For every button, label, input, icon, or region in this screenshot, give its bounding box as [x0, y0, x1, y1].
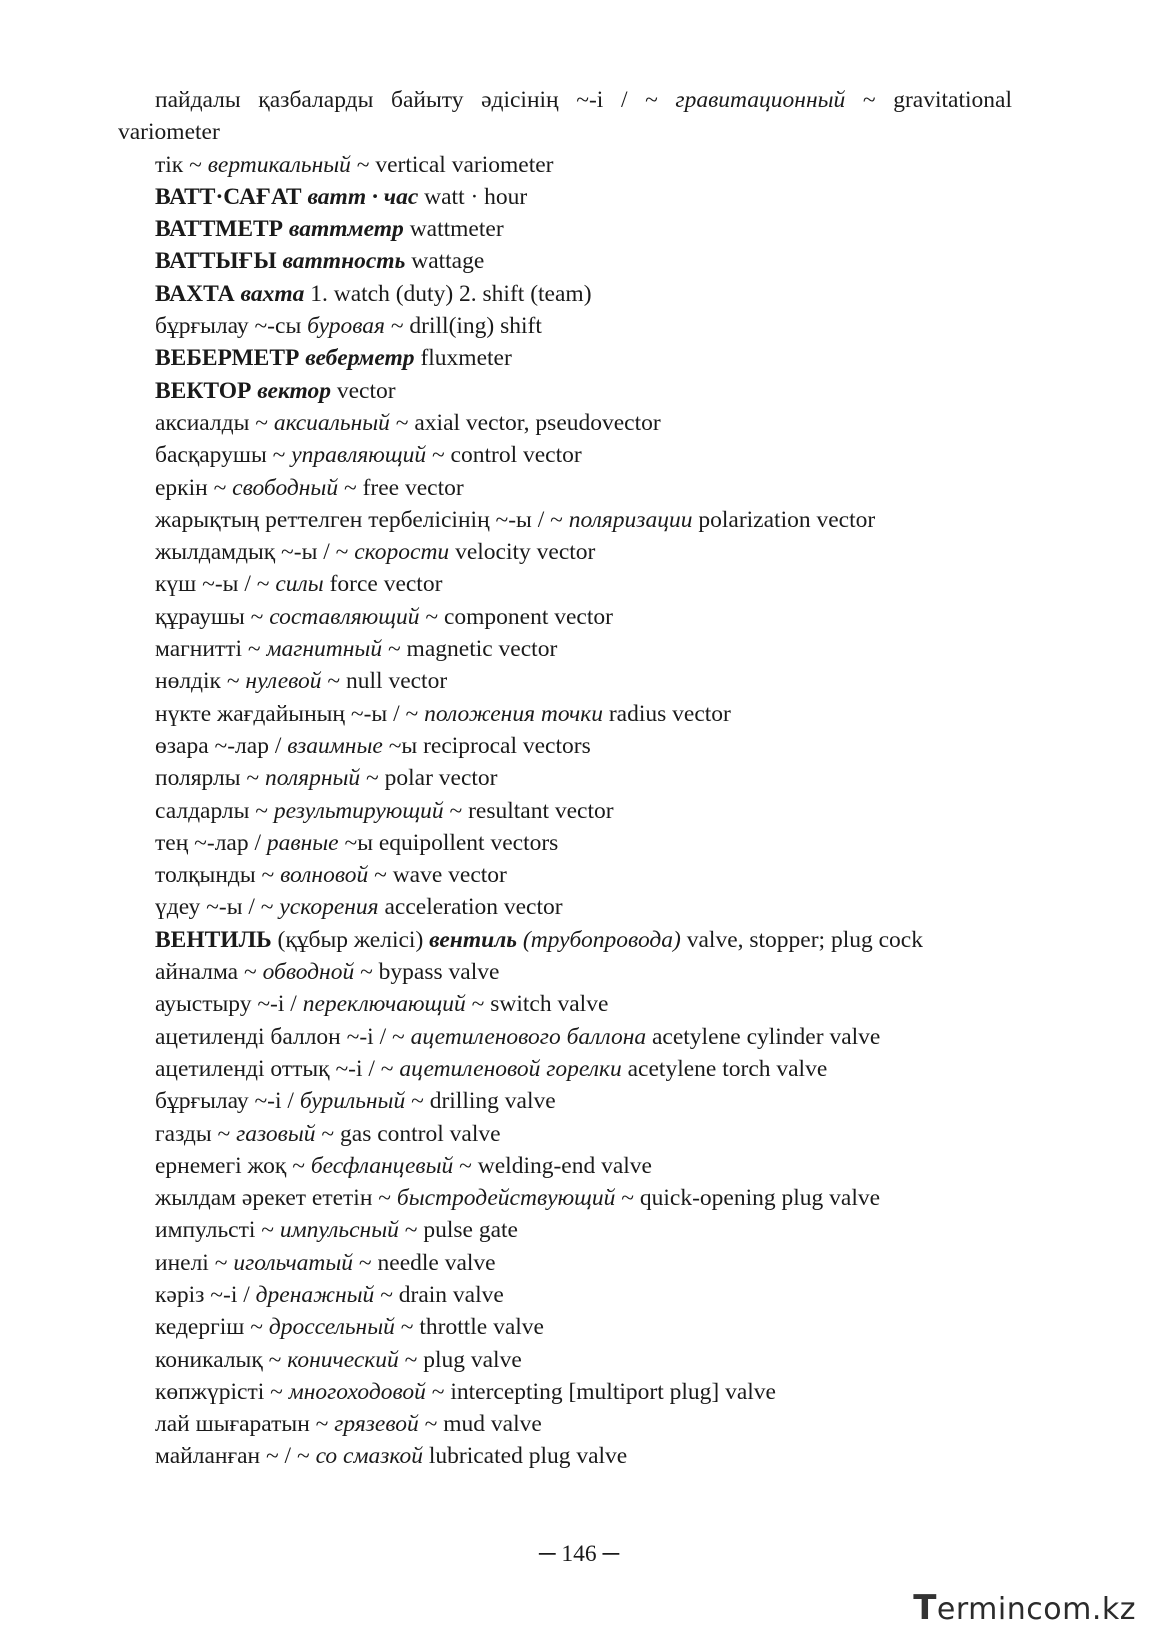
- entry-text: 1. watch (duty) 2. shift (team): [304, 280, 592, 307]
- headword: ВЕБЕРМЕТР: [155, 345, 300, 372]
- russian-term: дроссельный: [268, 1314, 395, 1341]
- watermark-letter-t: T: [913, 1588, 937, 1628]
- entry-text: кедергіш ~: [155, 1314, 269, 1341]
- entry-line: [118, 84, 1012, 149]
- russian-term: ускорения: [279, 894, 379, 921]
- dictionary-page-body: [118, 84, 1012, 1473]
- entry-line: [118, 698, 1012, 730]
- entry-line: [118, 568, 1012, 600]
- entry-line: [118, 536, 1012, 568]
- entry-text: еркін ~: [155, 474, 233, 501]
- entry-text: өзара ~-лар /: [155, 732, 288, 759]
- russian-term: равные: [266, 829, 339, 856]
- russian-term: результирующий: [273, 797, 444, 824]
- entry-text: vector: [330, 377, 396, 404]
- entry-text: ~ switch valve: [465, 991, 609, 1018]
- entry-text: ауыстыру ~-і /: [155, 991, 303, 1018]
- headword-russian: веберметр: [305, 345, 415, 372]
- entry-text: ~ control vector: [426, 442, 582, 469]
- russian-term: взаимные: [287, 732, 383, 759]
- headword: ВАХТА: [155, 280, 235, 307]
- entry-text: пайдалы қазбаларды байыту әдісінің ~-і / ~: [155, 87, 676, 113]
- entry-line: [118, 1279, 1012, 1311]
- entry-text: салдарлы ~: [155, 797, 274, 824]
- entry-line: [118, 342, 1012, 374]
- entry-text: ~ throttle valve: [394, 1314, 544, 1341]
- entry-line: [118, 213, 1012, 245]
- entry-text: ~ gas control valve: [315, 1120, 501, 1147]
- entry-line: [118, 730, 1012, 762]
- entry-text: ~ quick-opening plug valve: [615, 1185, 881, 1212]
- entry-line: [118, 310, 1012, 342]
- russian-term: быстродействующий: [396, 1185, 616, 1212]
- entry-text: ~ vertical variometer: [350, 151, 554, 178]
- russian-term: свободный: [232, 474, 339, 501]
- entry-line: [118, 762, 1012, 794]
- entry-text: ацетиленді оттық ~-і / ~: [155, 1055, 400, 1082]
- termincom-watermark-logo[interactable]: [913, 1588, 1136, 1628]
- entry-text: ~ bypass valve: [354, 959, 500, 986]
- russian-term: буровая: [307, 313, 385, 340]
- entry-line: [118, 375, 1012, 407]
- entry-text: инелі ~: [155, 1249, 234, 1276]
- entry-line: [118, 827, 1012, 859]
- entry-text: жылдам әрекет ететін ~: [155, 1185, 397, 1212]
- russian-term: бурильный: [299, 1088, 406, 1115]
- entry-text: ~ wave vector: [368, 862, 507, 889]
- entry-text: ~ component vector: [419, 603, 613, 630]
- entry-text: wattmeter: [403, 216, 504, 243]
- entry-text: басқарушы ~: [155, 442, 292, 469]
- entry-text: (құбыр желісі): [271, 926, 430, 953]
- entry-text: ~ axial vector, pseudovector: [389, 409, 661, 436]
- entry-line: [118, 1440, 1012, 1472]
- entry-text: ~ drain valve: [374, 1281, 504, 1308]
- russian-term: положения точки: [424, 700, 603, 727]
- entry-line: [118, 181, 1012, 213]
- entry-line: [118, 1247, 1012, 1279]
- headword: ВАТТЫҒЫ: [155, 248, 277, 275]
- watermark-text-end: m.kz: [1062, 1592, 1136, 1627]
- entry-text: бұрғылау ~-і /: [155, 1088, 300, 1115]
- entry-text: lubricated plug valve: [422, 1443, 628, 1470]
- watermark-text-start: ermincо: [936, 1592, 1063, 1627]
- entry-line: [118, 633, 1012, 665]
- russian-term: гравитационный: [675, 87, 846, 113]
- russian-term: многоходовой: [288, 1378, 426, 1405]
- entry-text: толқынды ~: [155, 862, 281, 889]
- russian-term: магнитный: [266, 636, 383, 663]
- entry-line: [118, 1214, 1012, 1246]
- headword: ВАТТ·САҒАТ: [155, 183, 302, 210]
- entry-text: нөлдік ~: [155, 668, 246, 695]
- entry-text: ~ polar vector: [360, 765, 498, 792]
- entry-line: [118, 1344, 1012, 1376]
- entry-text: ~ magnetic vector: [382, 636, 558, 663]
- entry-text: velocity vector: [449, 539, 596, 566]
- entry-text: бұрғылау ~-сы: [155, 313, 308, 340]
- entry-text: полярлы ~: [155, 765, 265, 792]
- entry-text: құраушы ~: [155, 603, 270, 630]
- russian-term: обводной: [262, 959, 355, 986]
- entry-text: майланған ~ / ~: [155, 1443, 316, 1470]
- entry-text: acetylene torch valve: [621, 1055, 828, 1082]
- russian-term: бесфланцевый: [310, 1152, 454, 1179]
- entry-line: [118, 1150, 1012, 1182]
- entry-line: [118, 891, 1012, 923]
- headword: ВЕКТОР: [155, 377, 252, 404]
- russian-term: волновой: [280, 862, 369, 889]
- russian-term: ацетиленовой горелки: [399, 1055, 622, 1082]
- russian-term: скорости: [354, 539, 450, 566]
- entry-text: valve, stopper; plug cock: [680, 926, 923, 953]
- entry-text: тік ~: [155, 151, 208, 178]
- russian-term: составляющий: [269, 603, 420, 630]
- russian-term: дренажный: [255, 1281, 375, 1308]
- entry-text: ацетиленді баллон ~-і / ~: [155, 1023, 411, 1050]
- headword-russian: ваттность: [282, 248, 406, 275]
- entry-line: [118, 988, 1012, 1020]
- entry-text: аксиалды ~: [155, 409, 274, 436]
- entry-text: acceleration vector: [378, 894, 563, 921]
- entry-text: магнитті ~: [155, 636, 267, 663]
- entry-text: коникалық ~: [155, 1346, 288, 1373]
- entry-text: ~ы reciprocal vectors: [382, 732, 591, 759]
- entry-line: [118, 1182, 1012, 1214]
- entry-line: [118, 1376, 1012, 1408]
- entry-line: [118, 795, 1012, 827]
- russian-term: нулевой: [245, 668, 322, 695]
- russian-term: импульсный: [279, 1217, 399, 1244]
- russian-term: полярный: [264, 765, 361, 792]
- entry-text: ~ needle valve: [353, 1249, 496, 1276]
- entry-text: ~ mud valve: [418, 1411, 542, 1438]
- entry-text: кәріз ~-і /: [155, 1281, 256, 1308]
- entry-line: [118, 245, 1012, 277]
- entry-text: көпжүрісті ~: [155, 1378, 289, 1405]
- entry-text: үдеу ~-ы / ~: [155, 894, 280, 921]
- entry-text: айналма ~: [155, 959, 263, 986]
- entry-text: жарықтың реттелген тербелісінің ~-ы / ~: [155, 506, 569, 533]
- entry-text: ~ plug valve: [398, 1346, 522, 1373]
- entry-text: ~ null vector: [321, 668, 448, 695]
- russian-term: со смазкой: [315, 1443, 423, 1470]
- russian-term: аксиальный: [273, 409, 390, 436]
- entry-line: [118, 504, 1012, 536]
- entry-text: ~ welding-end valve: [453, 1152, 652, 1179]
- entry-line: [118, 472, 1012, 504]
- entry-text: нүкте жағдайының ~-ы / ~: [155, 700, 425, 727]
- entry-text: ~ intercepting [multiport plug] valve: [425, 1378, 776, 1405]
- russian-term: ацетиленового баллона: [410, 1023, 647, 1050]
- entry-text: watt · hour: [418, 183, 528, 210]
- headword-russian: вахта: [240, 280, 305, 307]
- headword-russian: вентиль: [429, 926, 517, 953]
- russian-term: управляющий: [291, 442, 427, 469]
- headword-russian: ваттметр: [288, 216, 404, 243]
- russian-term: игольчатый: [233, 1249, 354, 1276]
- headword: ВАТТМЕТР: [155, 216, 284, 243]
- entry-text: күш ~-ы / ~: [155, 571, 276, 598]
- russian-term: газовый: [236, 1120, 316, 1147]
- entry-line: [118, 149, 1012, 181]
- entry-text: ~ gravitational variometer: [118, 87, 1012, 146]
- entry-text: polarization vector: [692, 506, 876, 533]
- headword: ВЕНТИЛЬ: [155, 926, 272, 953]
- russian-term: грязевой: [334, 1411, 419, 1438]
- entry-line: [118, 278, 1012, 310]
- entry-text: ~ы equipollent vectors: [338, 829, 559, 856]
- entry-line: [118, 924, 1012, 956]
- entry-line: [118, 1085, 1012, 1117]
- entry-text: fluxmeter: [414, 345, 512, 372]
- entry-text: газды ~: [155, 1120, 237, 1147]
- entry-text: лай шығаратын ~: [155, 1411, 335, 1438]
- entry-text: wattage: [405, 248, 485, 275]
- headword-russian: вектор: [257, 377, 331, 404]
- entry-text: ~ drill(ing) shift: [384, 313, 542, 340]
- russian-term: переключающий: [302, 991, 466, 1018]
- entry-text: ~ resultant vector: [443, 797, 614, 824]
- russian-term: силы: [275, 571, 324, 598]
- russian-term: вертикальный: [207, 151, 351, 178]
- entry-line: [118, 956, 1012, 988]
- entry-text: acetylene cylinder valve: [646, 1023, 881, 1050]
- page-number: ─ 146 ─: [538, 1541, 620, 1567]
- entry-text: ~ drilling valve: [405, 1088, 556, 1115]
- entry-line: [118, 1118, 1012, 1150]
- entry-line: [118, 407, 1012, 439]
- entry-line: [118, 1408, 1012, 1440]
- entry-line: [118, 439, 1012, 471]
- russian-term: (трубопровода): [522, 926, 681, 953]
- russian-term: поляризации: [568, 506, 693, 533]
- entry-text: ~ pulse gate: [398, 1217, 518, 1244]
- entry-text: импульсті ~: [155, 1217, 280, 1244]
- entry-text: ~ free vector: [338, 474, 464, 501]
- entry-text: жылдамдық ~-ы / ~: [155, 539, 355, 566]
- headword-russian: ватт · час: [307, 183, 419, 210]
- entry-line: [118, 1053, 1012, 1085]
- entry-text: radius vector: [602, 700, 731, 727]
- entry-line: [118, 1311, 1012, 1343]
- entry-line: [118, 665, 1012, 697]
- russian-term: конический: [287, 1346, 399, 1373]
- entry-text: ернемегі жоқ ~: [155, 1152, 311, 1179]
- entry-line: [118, 601, 1012, 633]
- entry-line: [118, 859, 1012, 891]
- entry-line: [118, 1021, 1012, 1053]
- entry-text: force vector: [323, 571, 443, 598]
- entry-text: тең ~-лар /: [155, 829, 267, 856]
